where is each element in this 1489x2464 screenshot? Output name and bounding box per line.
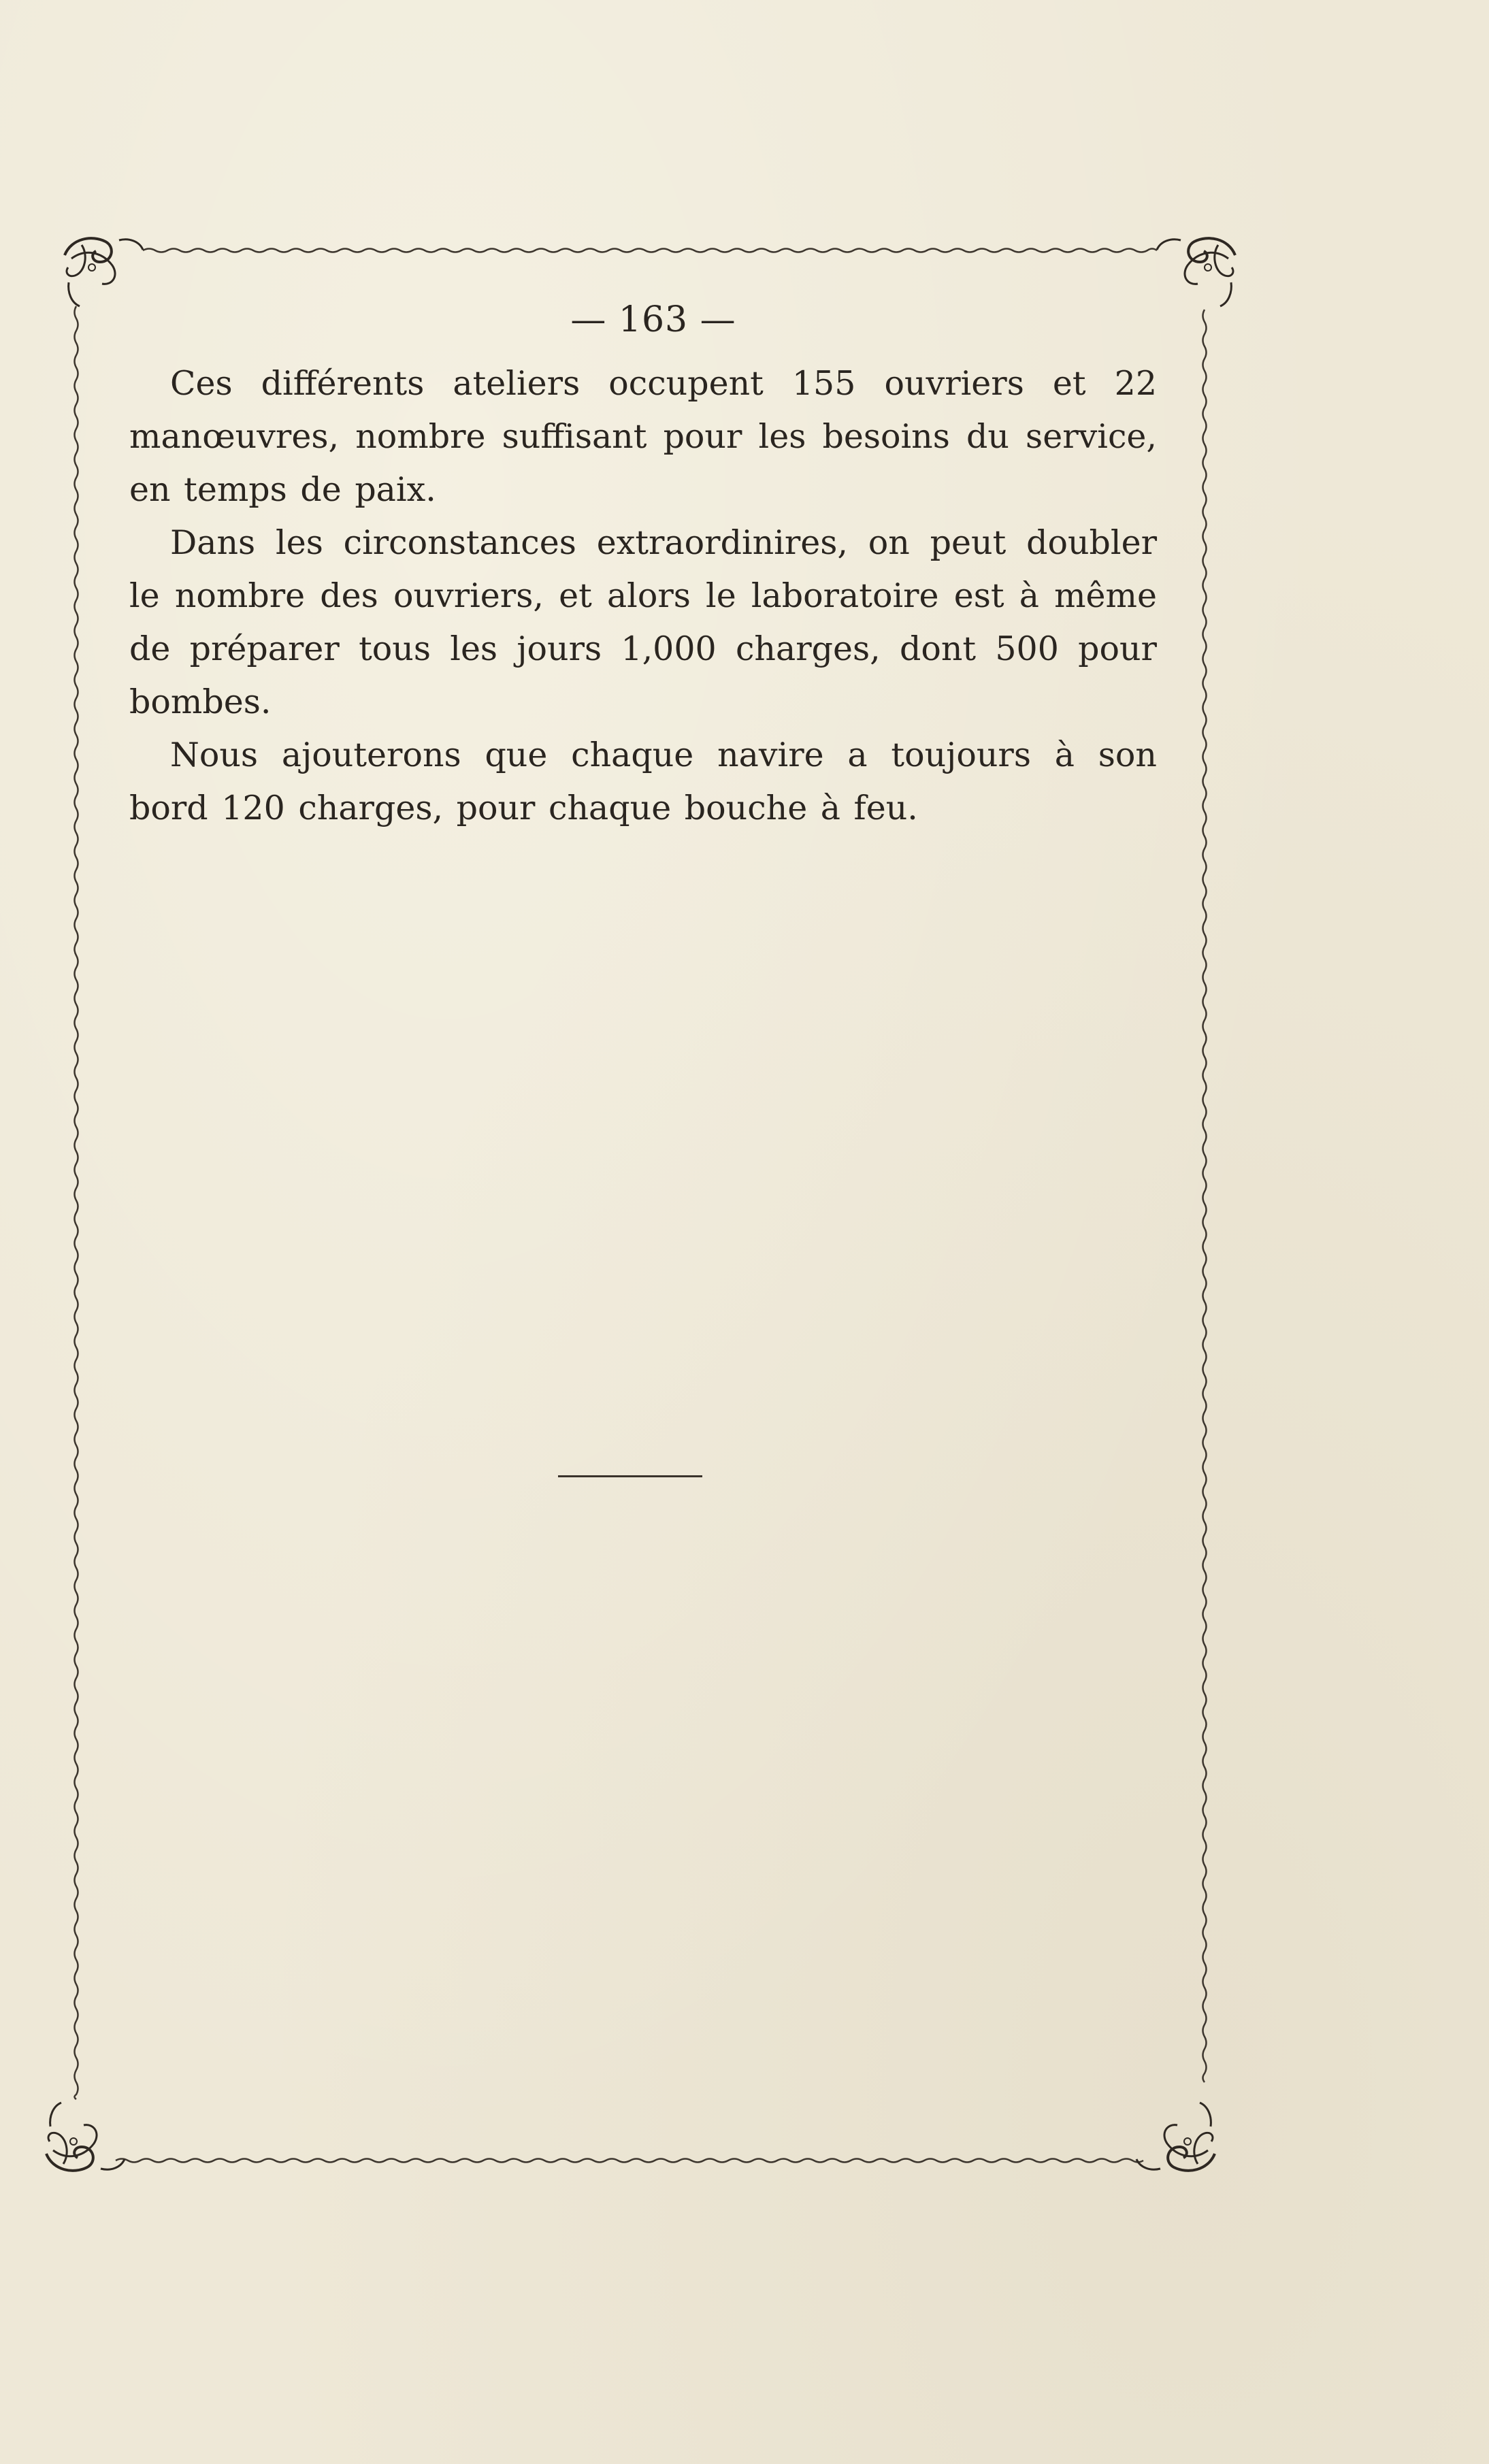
corner-flourish-icon	[1136, 2103, 1215, 2171]
corner-flourish-icon	[46, 2103, 125, 2171]
paragraph-1: Ces différents ateliers occupent 155 ouvriers et 22 manœuvres, nombre suffisant pour les besoins du service, en temps de paix.	[129, 364, 1157, 509]
page-number: — 163 —	[570, 299, 736, 340]
paragraph-3: Nous ajouterons que chaque navire a toujours à son bord 120 charges, pour chaque bouche à feu.	[129, 736, 1157, 827]
section-rule	[558, 1475, 702, 1477]
page-text	[129, 282, 1157, 835]
corner-flourish-icon	[1157, 238, 1235, 306]
paragraph-2: Dans les circonstances extraordinires, on peut doubler le nombre des ouvriers, et alors le laboratoire est à même de préparer tous les jours 1,000 charges, dont 500 pour bombes.	[129, 523, 1157, 721]
